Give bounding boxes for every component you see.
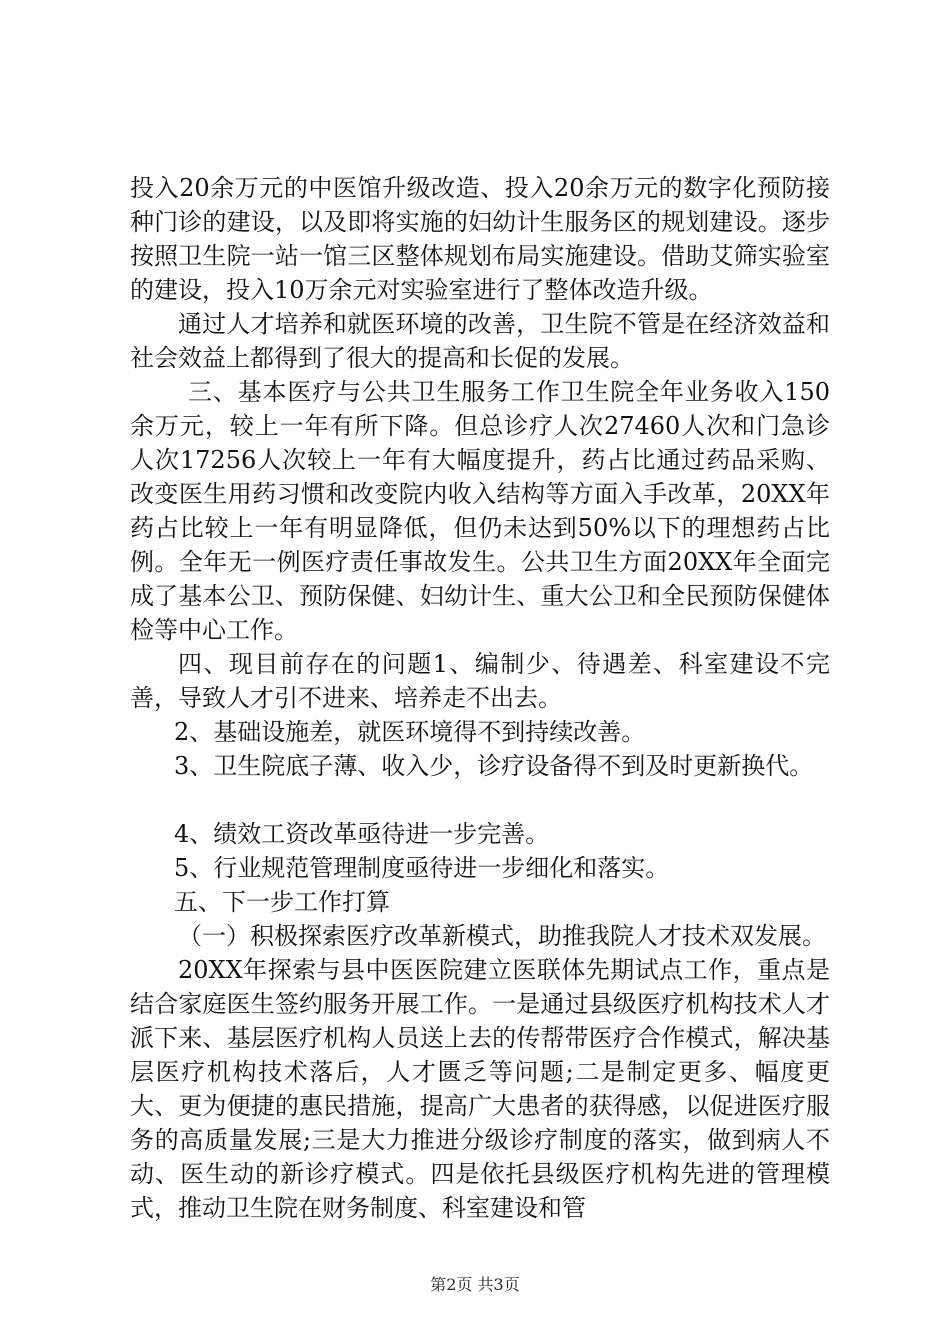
subheading-reform-model: （一）积极探索医疗改革新模式，助推我院人才技术双发展。 <box>178 922 826 950</box>
paragraph-issue-4: 4、绩效工资改革亟待进一步完善。 <box>174 820 550 848</box>
paragraph-investment: 投入20余万元的中医馆升级改造、投入20余万元的数字化预防接种门诊的建设，以及即将实施的妇幼计生服务区的规划建设。逐步按照卫生院一站一馆三区整体规划布局实施建设。借助艾筛实验室的建设，投入10万余元对实验室进行了整体改造升级。 <box>130 174 830 304</box>
paragraph-section-four: 四、现目前存在的问题1、编制少、待遇差、科室建设不完善，导致人才引不进来、培养走不出去。 <box>130 650 830 712</box>
section-heading-next-steps: 五、下一步工作打算 <box>174 888 390 916</box>
paragraph-medical-alliance: 20XX年探索与县中医医院建立医联体先期试点工作，重点是结合家庭医生签约服务开展工作。一是通过县级医疗机构技术人才派下来、基层医疗机构人员送上去的传帮带医疗合作模式，解决基层医疗机构技术落后，人才匮乏等问题;二是制定更多、幅度更大、更为便捷的惠民措施，提高广大患者的获得感，以促进医疗服务的高质量发展;三是大力推进分级诊疗制度的落实，做到病人不动、医生动的新诊疗模式。四是依托县级医疗机构先进的管理模式，推动卫生院在财务制度、科室建设和管 <box>130 956 830 1222</box>
paragraph-issue-3: 3、卫生院底子薄、收入少，诊疗设备得不到及时更新换代。 <box>174 752 814 780</box>
page-footer: 第2页 共3页 <box>430 1275 520 1294</box>
paragraph-issue-2: 2、基础设施差，就医环境得不到持续改善。 <box>174 718 646 746</box>
document-body <box>130 171 830 1225</box>
paragraph-issue-5: 5、行业规范管理制度亟待进一步细化和落实。 <box>174 854 670 882</box>
paragraph-section-three: 三、基本医疗与公共卫生服务工作卫生院全年业务收入150余万元，较上一年有所下降。但总诊疗人次27460人次和门急诊人次17256人次较上一年有大幅度提升，药占比通过药品采购、改变医生用药习惯和改变院内收入结构等方面入手改革，20XX年药占比较上一年有明显降低，但仍未达到50%以下的理想药占比例。全年无一例医疗责任事故发生。公共卫生方面20XX年全面完成了基本公卫、预防保健、妇幼计生、重大公卫和全民预防保健体检等中心工作。 <box>130 378 830 644</box>
paragraph-talent-environment: 通过人才培养和就医环境的改善，卫生院不管是在经济效益和社会效益上都得到了很大的提高和长促的发展。 <box>130 310 830 372</box>
